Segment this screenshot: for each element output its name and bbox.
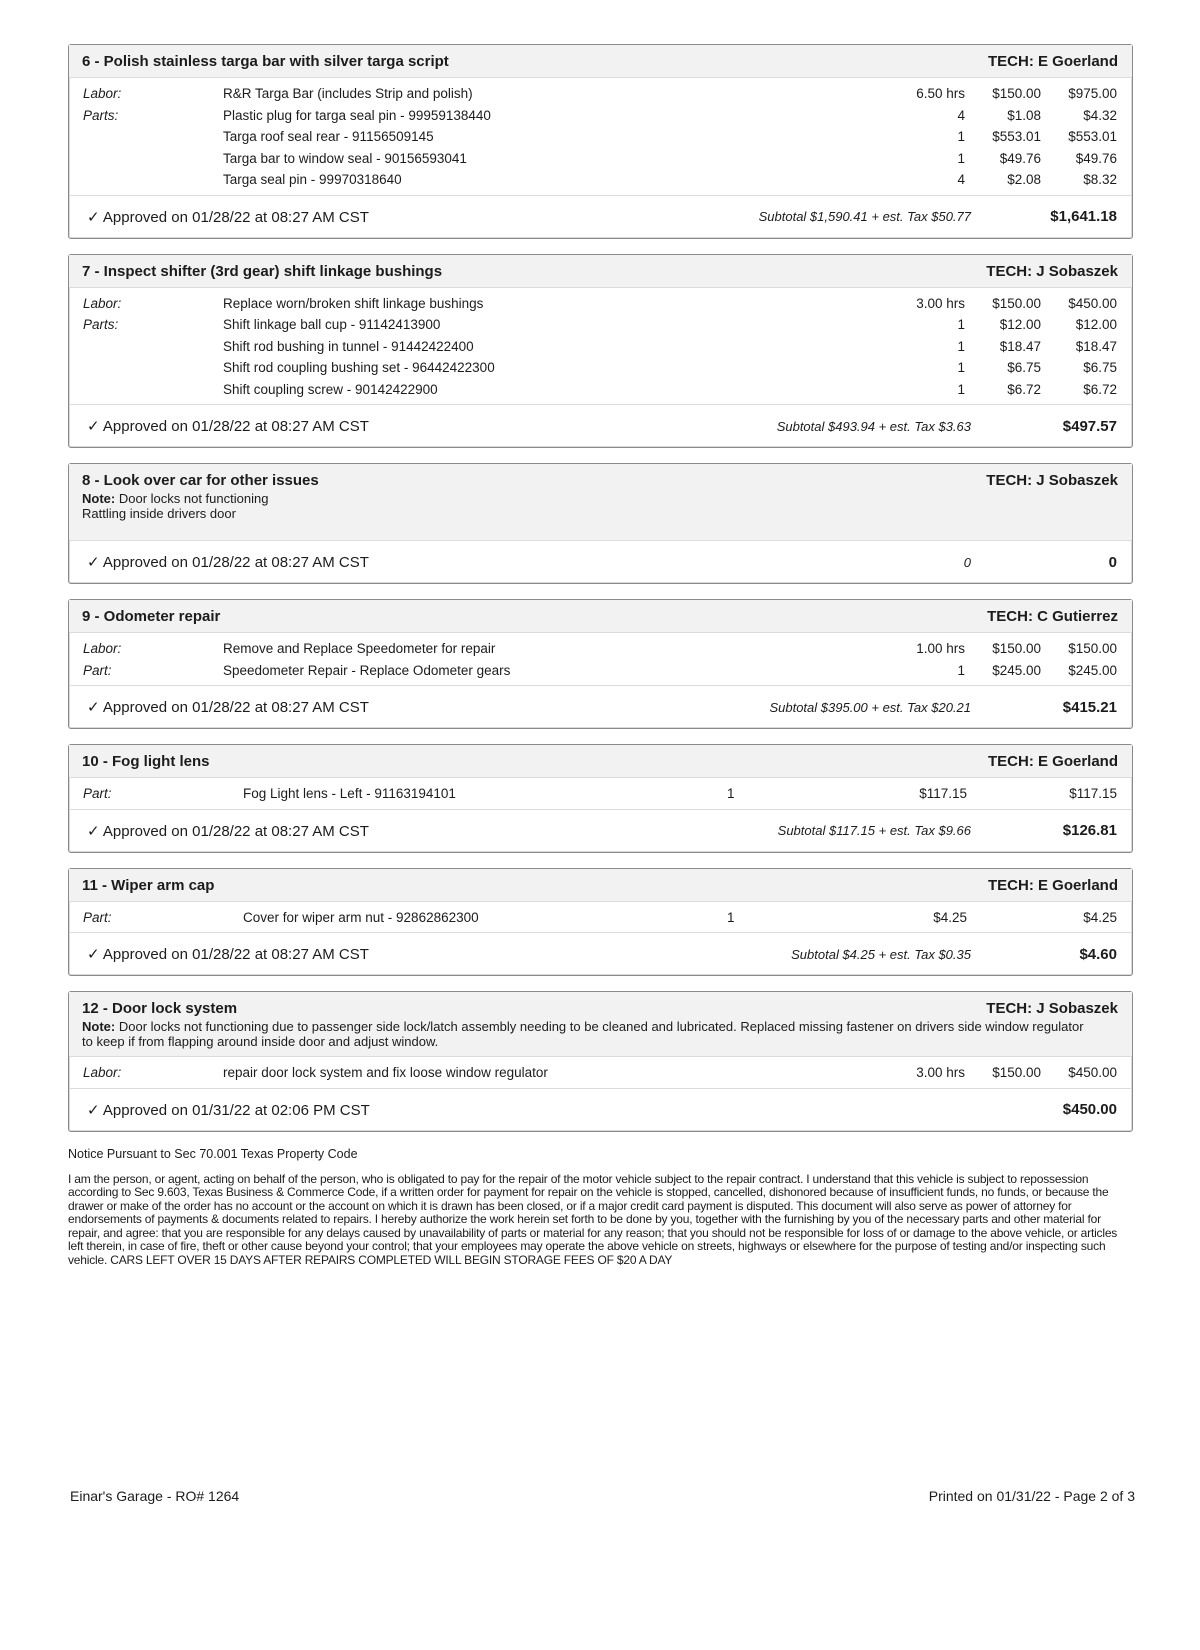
line-item: [69, 660, 1132, 682]
note-text: Door locks not functioning due to passenger side lock/latch assembly needing to be cleaned and lubricated. Replaced missing fastener on drivers side window regulator to keep if from flapping around inside door and adjust window.: [82, 1019, 1084, 1049]
line-description: Shift rod coupling bushing set - 96442422300: [223, 360, 495, 376]
line-kind: Labor:: [83, 295, 122, 311]
job-grand-total: $4.60: [1079, 945, 1117, 963]
job-header: [69, 600, 1132, 633]
job-footer: [69, 541, 1132, 583]
job-footer: [69, 933, 1132, 975]
line-total: $245.00: [1068, 662, 1117, 678]
line-kind: Parts:: [83, 107, 119, 123]
line-kind: Labor:: [83, 1065, 122, 1081]
approval-status: ✓ Approved on 01/28/22 at 08:27 AM CST: [87, 822, 369, 840]
line-quantity: 1: [727, 786, 735, 802]
line-item: [69, 783, 1132, 805]
notice-body: I am the person, or agent, acting on behalf of the person, who is obligated to pay for the repair of the motor vehicle subject to the repair contract. I understand that this vehicle is subject to repossession according to Sec 9.603, Texas Business & Commerce Code, if a written order for payment for repair on the vehicle is stopped, cancelled, dishonored because of insufficient funds, no funds, or because the drawer or make of the order has no account or the account on which it is drawn has been closed, or if a major credit card payment is disputed. This document will also serve as power of attorney for endorsements of payments & documents related to repairs. I hereby authorize the work herein set forth to be done by you, together with the furnishing by you of the necessary parts and other material for repair, and agree: that you are responsible for any delays caused by unavailability of parts or material for any reason; that you should not be responsible for loss of or damage to the above vehicle, or articles left therein, in case of fire, theft or other cause beyond your control; that your employees may operate the above vehicle on streets, highways or elsewhere for the purpose of testing and/or inspecting such vehicle. CARS LEFT OVER 15 DAYS AFTER REPAIRS COMPLETED WILL BEGIN STORAGE FEES OF $20 A DAY: [68, 1171, 1118, 1267]
line-total: $975.00: [1068, 86, 1117, 102]
line-rate: $2.08: [1007, 172, 1041, 188]
line-kind: Labor:: [83, 641, 122, 657]
line-items: [69, 633, 1132, 686]
approval-status: ✓ Approved on 01/28/22 at 08:27 AM CST: [87, 208, 369, 226]
line-total: $8.32: [1083, 172, 1117, 188]
job-block: [68, 868, 1133, 977]
line-item: [69, 357, 1132, 379]
line-description: Replace worn/broken shift linkage bushings: [223, 295, 484, 311]
notice-title: Notice Pursuant to Sec 70.001 Texas Property Code: [68, 1146, 358, 1161]
subtotal-tax: Subtotal $4.25 + est. Tax $0.35: [791, 946, 971, 962]
line-rate: $49.76: [999, 150, 1041, 166]
job-tech: TECH: J Sobaszek: [986, 1000, 1118, 1017]
job-header: [69, 869, 1132, 902]
job-note: [82, 491, 1118, 521]
line-total: $6.75: [1083, 360, 1117, 376]
line-total: $6.72: [1083, 381, 1117, 397]
line-item: [69, 314, 1132, 336]
job-header: [69, 45, 1132, 78]
line-quantity: 3.00 hrs: [916, 295, 965, 311]
line-kind: Labor:: [83, 86, 122, 102]
line-rate: $150.00: [992, 295, 1041, 311]
line-item: [69, 83, 1132, 105]
line-description: repair door lock system and fix loose window regulator: [223, 1065, 548, 1081]
job-title: 10 - Fog light lens: [82, 753, 210, 770]
line-total: $150.00: [1068, 641, 1117, 657]
approval-status: ✓ Approved on 01/28/22 at 08:27 AM CST: [87, 554, 369, 571]
line-items: [69, 1057, 1132, 1089]
line-description: Fog Light lens - Left - 91163194101: [243, 786, 456, 802]
job-grand-total: $450.00: [1062, 1101, 1117, 1118]
job-title: 6 - Polish stainless targa bar with silver targa script: [82, 53, 449, 70]
line-quantity: 1: [957, 338, 965, 354]
line-kind: Parts:: [83, 317, 119, 333]
job-header: [69, 992, 1132, 1057]
job-grand-total: $126.81: [1062, 822, 1117, 839]
line-quantity: 1: [957, 381, 965, 397]
job-header: [69, 745, 1132, 778]
line-quantity: 1: [957, 360, 965, 376]
line-quantity: 1: [957, 150, 965, 166]
line-description: Targa bar to window seal - 90156593041: [223, 150, 467, 166]
job-title: 11 - Wiper arm cap: [82, 876, 215, 894]
job-tech: TECH: E Goerland: [987, 753, 1118, 770]
footer-shop-ro: Einar's Garage - RO# 1264: [70, 1488, 240, 1504]
job-tech: TECH: J Sobaszek: [986, 472, 1118, 489]
job-tech: TECH: E Goerland: [987, 876, 1118, 894]
job-block: [68, 991, 1133, 1132]
line-kind: Part:: [83, 909, 112, 925]
job-footer: [69, 810, 1132, 852]
job-grand-total: $497.57: [1062, 417, 1117, 435]
line-quantity: 1: [957, 662, 965, 678]
line-description: Targa roof seal rear - 91156509145: [223, 129, 434, 145]
line-description: Shift coupling screw - 90142422900: [223, 381, 438, 397]
line-description: Shift rod bushing in tunnel - 91442422400: [223, 338, 474, 354]
line-total: $450.00: [1068, 295, 1117, 311]
page-footer: [70, 1488, 1135, 1504]
approval-status: ✓ Approved on 01/28/22 at 08:27 AM CST: [87, 418, 369, 435]
job-title: 9 - Odometer repair: [82, 608, 221, 625]
line-total: $18.47: [1075, 338, 1117, 354]
line-item: [69, 126, 1132, 148]
job-header: [69, 464, 1132, 541]
job-tech: TECH: C Gutierrez: [987, 608, 1118, 625]
job-footer: [69, 686, 1132, 728]
job-tech: TECH: J Sobaszek: [986, 262, 1118, 280]
line-rate: $12.00: [999, 317, 1041, 333]
line-item: [69, 336, 1132, 358]
line-quantity: 1: [727, 909, 735, 925]
job-title: 12 - Door lock system: [82, 1000, 238, 1017]
line-rate: $150.00: [992, 641, 1041, 657]
line-item: [69, 1062, 1132, 1084]
line-quantity: 4: [957, 107, 965, 123]
line-total: $450.00: [1068, 1065, 1117, 1081]
line-description: R&R Targa Bar (includes Strip and polish): [223, 86, 473, 102]
subtotal-tax: Subtotal $1,590.41 + est. Tax $50.77: [758, 209, 971, 224]
line-item: [69, 379, 1132, 401]
line-description: Shift linkage ball cup - 91142413900: [223, 317, 441, 333]
job-block: [68, 599, 1133, 729]
footer-printed-page: Printed on 01/31/22 - Page 2 of 3: [928, 1488, 1135, 1504]
subtotal-tax: Subtotal $117.15 + est. Tax $9.66: [777, 823, 971, 838]
line-rate: $6.72: [1007, 381, 1041, 397]
approval-status: ✓ Approved on 01/28/22 at 08:27 AM CST: [87, 699, 369, 716]
line-total: $49.76: [1075, 150, 1117, 166]
job-grand-total: 0: [1108, 553, 1117, 571]
line-items: [69, 288, 1132, 406]
job-grand-total: $1,641.18: [1050, 208, 1117, 225]
line-kind: Part:: [83, 786, 112, 802]
line-rate: $1.08: [1007, 107, 1041, 123]
approval-status: ✓ Approved on 01/31/22 at 02:06 PM CST: [87, 1101, 370, 1119]
repair-order-page: [68, 44, 1133, 1267]
job-footer: [69, 405, 1132, 447]
line-total: $117.15: [1069, 786, 1117, 802]
subtotal-tax: Subtotal $395.00 + est. Tax $20.21: [769, 699, 971, 715]
line-item: [69, 148, 1132, 170]
line-item: [69, 907, 1132, 929]
job-block: [68, 744, 1133, 853]
line-rate: $117.15: [919, 786, 967, 802]
line-items: [69, 78, 1132, 196]
note-label: Note:: [82, 491, 116, 506]
note-text: Door locks not functioning: [118, 491, 269, 506]
line-kind: Part:: [83, 662, 112, 678]
line-item: [69, 169, 1132, 191]
line-description: Plastic plug for targa seal pin - 99959138440: [223, 107, 491, 123]
line-items: [69, 902, 1132, 934]
job-title: 8 - Look over car for other issues: [82, 472, 319, 489]
line-rate: $4.25: [933, 909, 967, 925]
line-description: Targa seal pin - 99970318640: [223, 172, 402, 188]
job-header: [69, 255, 1132, 288]
job-footer: [69, 196, 1132, 238]
line-rate: $553.01: [992, 129, 1041, 145]
job-tech: TECH: E Goerland: [987, 53, 1118, 70]
job-title: 7 - Inspect shifter (3rd gear) shift linkage bushings: [82, 262, 443, 280]
job-footer: [69, 1089, 1132, 1131]
line-quantity: 1.00 hrs: [916, 641, 965, 657]
line-description: Speedometer Repair - Replace Odometer gears: [223, 662, 511, 678]
note-text-2: Rattling inside drivers door: [82, 506, 236, 521]
subtotal-tax: 0: [963, 554, 971, 570]
line-quantity: 4: [957, 172, 965, 188]
line-description: Cover for wiper arm nut - 92862862300: [243, 909, 479, 925]
line-rate: $150.00: [992, 86, 1041, 102]
note-label: Note:: [82, 1019, 116, 1034]
line-description: Remove and Replace Speedometer for repair: [223, 641, 496, 657]
approval-status: ✓ Approved on 01/28/22 at 08:27 AM CST: [87, 946, 369, 963]
job-block: [68, 44, 1133, 239]
line-items: [69, 778, 1132, 810]
line-item: [69, 638, 1132, 660]
line-total: $4.32: [1083, 107, 1117, 123]
job-grand-total: $415.21: [1062, 698, 1117, 716]
line-quantity: 1: [957, 129, 965, 145]
subtotal-tax: Subtotal $493.94 + est. Tax $3.63: [776, 418, 971, 434]
line-rate: $150.00: [992, 1065, 1041, 1081]
job-block: [68, 254, 1133, 449]
line-quantity: 6.50 hrs: [916, 86, 965, 102]
line-rate: $6.75: [1007, 360, 1041, 376]
line-rate: $18.47: [999, 338, 1041, 354]
line-item: [69, 105, 1132, 127]
job-block: [68, 463, 1133, 584]
line-total: $553.01: [1068, 129, 1117, 145]
job-list: [68, 44, 1133, 1132]
line-quantity: 1: [957, 317, 965, 333]
line-item: [69, 293, 1132, 315]
line-total: $4.25: [1083, 909, 1117, 925]
line-total: $12.00: [1075, 317, 1117, 333]
line-quantity: 3.00 hrs: [916, 1065, 965, 1081]
line-rate: $245.00: [992, 662, 1041, 678]
legal-notice: [68, 1147, 1133, 1268]
job-note: [82, 1019, 1118, 1049]
